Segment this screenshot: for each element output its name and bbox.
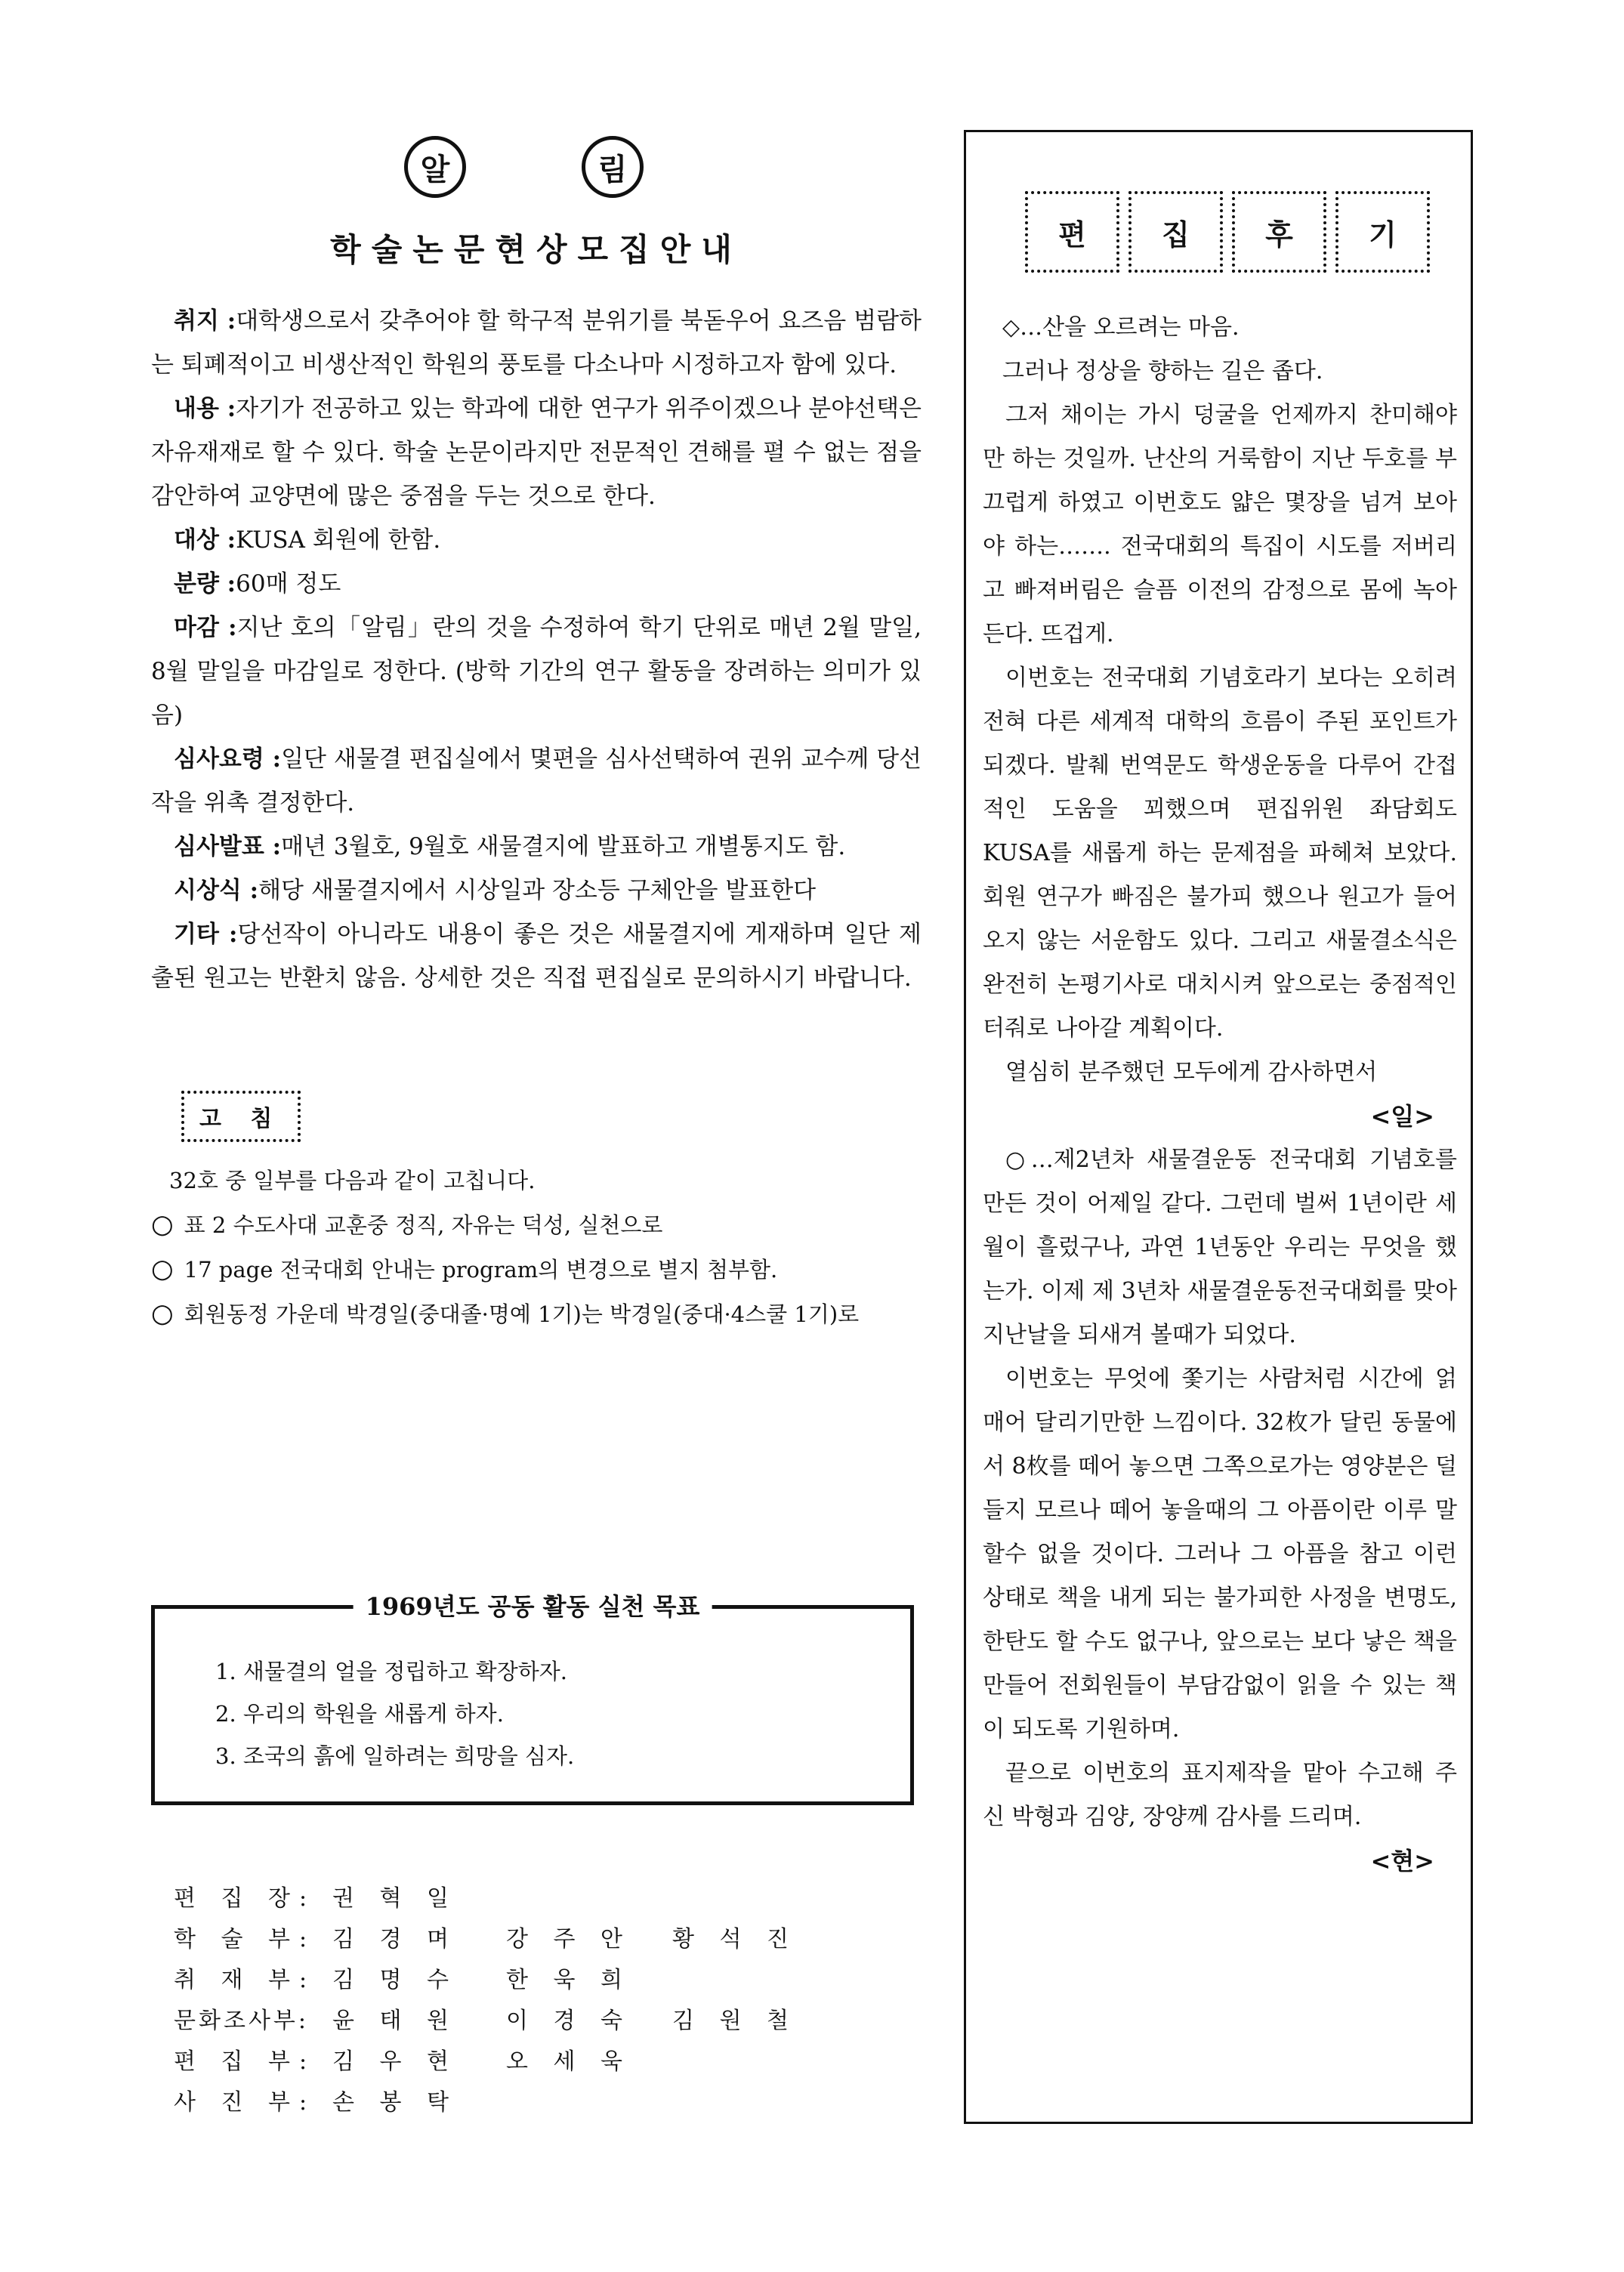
notice-body: [151, 299, 922, 1000]
notice-text: 자기가 전공하고 있는 학과에 대한 연구가 위주이겠으나 분야선택은 자유재재로 할 수 있다. 학술 논문이라지만 전문적인 견해를 펼 수 없는 점을 감안하여 교양면에 많은 중점을 두는 것으로 한다.: [151, 395, 922, 510]
notice-circle-char-1: 알: [404, 136, 466, 198]
notice-text: 일단 새물결 편집실에서 몇편을 심사선택하여 권위 교수께 당선작을 위촉 결정한다.: [151, 746, 922, 816]
correction-text: 17 page 전국대회 안내는 program의 변경으로 별지 첨부함.: [184, 1257, 778, 1283]
notice-label: 기타 :: [174, 921, 238, 948]
editor-note-paragraph: 이번호는 전국대회 기념호라기 보다는 오히려 전혀 다른 세계적 대학의 흐름이 주된 포인트가 되겠다. 발췌 번역문도 학생운동을 다루어 간접적인 도움을 꾀했으며 편집위원 좌담회도 KUSA를 새롭게 하는 문제점을 파헤쳐 보았다. 회원 연구가 빠짐은 불가피 했으나 원고가 들어 오지 않는 서운함도 있다. 그리고 새물결소식은 완전히 논평기사로 대치시켜 앞으로는 중점적인 터줘로 나아갈 계획이다.: [983, 665, 1457, 1042]
staff-row: [174, 2002, 854, 2042]
notice-circle-char-2: 림: [582, 136, 644, 198]
notice-label: 심사발표 :: [174, 833, 282, 860]
goals-list: [215, 1650, 574, 1777]
notice-paragraph: [151, 869, 922, 912]
staff-row: [174, 2083, 854, 2124]
editor-header-cell: 후: [1232, 191, 1326, 273]
staff-name: 윤 태 원: [332, 2008, 458, 2034]
editor-note-paragraph: 그저 채이는 가시 덩굴을 언제까지 찬미해야만 하는 것일까. 난산의 거룩함이 지난 두호를 부끄럽게 하였고 이번호도 얇은 몇장을 넘겨 보아야 하는……. 전국대회의 특집이 시도를 저버리고 빠져버림은 슬픔 이전의 감정으로 몸에 녹아든다. 뜨겁게.: [983, 402, 1457, 647]
staff-name: 오 세 욱: [506, 2048, 632, 2075]
notice-text: 당선작이 아니라도 내용이 좋은 것은 새물결지에 게재하며 일단 제출된 원고는 반환치 않음. 상세한 것은 직접 편집실로 문의하시기 바랍니다.: [151, 921, 922, 992]
editor-header-cell: 편: [1025, 191, 1119, 273]
editor-note-paragraph: ◇…산을 오르려는 마음.: [1002, 314, 1240, 341]
notice-label: 심사요령 :: [174, 746, 282, 773]
notice-paragraph: [151, 912, 922, 1000]
correction-intro: 32호 중 일부를 다음과 같이 고칩니다.: [169, 1168, 536, 1193]
staff-name: 김 원 철: [672, 2008, 798, 2034]
correction-item: [151, 1292, 922, 1336]
circle-bullet-icon: ○: [151, 1209, 174, 1239]
goal-item: 3. 조국의 흙에 일하려는 희망을 심자.: [215, 1743, 575, 1769]
staff-row: [174, 1920, 854, 1961]
staff-row: [174, 1961, 854, 2002]
editor-header-cell: 집: [1128, 191, 1223, 273]
staff-name: 한 욱 희: [506, 1967, 632, 1993]
staff-role: 학 술 부:: [174, 1926, 316, 1952]
notice-text: 해당 새물결지에서 시상일과 장소등 구체안을 발표한다: [258, 877, 817, 904]
notice-text: 지난 호의「알림」란의 것을 수정하여 학기 단위로 매년 2월 말일, 8월 말일을 마감일로 정한다. (방학 기간의 연구 활동을 장려하는 의미가 있음): [151, 614, 922, 729]
editor-signature: <일>: [1370, 1102, 1434, 1131]
notice-text: 대학생으로서 갖추어야 할 학구적 분위기를 북돋우어 요즈음 범람하는 퇴폐적이고 비생산적인 학원의 풍토를 다소나마 시정하고자 함에 있다.: [151, 307, 922, 378]
staff-name: 강 주 안: [506, 1926, 632, 1952]
staff-name: 이 경 숙: [506, 2008, 632, 2034]
editor-note-box: [964, 130, 1473, 2124]
correction-item: [151, 1202, 922, 1247]
goal-item: 1. 새물결의 얼을 정립하고 확장하자.: [215, 1659, 567, 1684]
correction-section: [151, 1091, 922, 1336]
editor-header-cell: 기: [1335, 191, 1430, 273]
notice-label: 대상 :: [174, 526, 236, 554]
staff-name: 황 석 진: [672, 1926, 798, 1952]
editor-note-paragraph: 그러나 정상을 향하는 길은 좁다.: [1002, 358, 1323, 384]
correction-text: 회원동정 가운데 박경일(중대졸·명예 1기)는 박경일(중대·4스쿨 1기)로: [184, 1301, 860, 1327]
notice-paragraph: [151, 825, 922, 869]
staff-role: 편 집 부:: [174, 2048, 316, 2075]
correction-item: [151, 1247, 922, 1292]
staff-role: 취 재 부:: [174, 1967, 316, 1993]
circle-bullet-icon: ○: [151, 1298, 174, 1329]
notice-paragraph: [151, 606, 922, 737]
staff-row: [174, 2042, 854, 2083]
staff-row: [174, 1879, 854, 1920]
editor-note-header: [1025, 191, 1430, 273]
editor-note-paragraph: 끝으로 이번호의 표지제작을 맡아 수고해 주신 박형과 김양, 장양께 감사를 드리며.: [983, 1760, 1457, 1830]
notice-paragraph: [151, 299, 922, 387]
staff-name: 손 봉 탁: [332, 2089, 458, 2116]
notice-label: 시상식 :: [174, 877, 259, 904]
notice-paragraph: [151, 562, 922, 606]
staff-name: 김 경 며: [332, 1926, 458, 1952]
editor-note-body: [983, 306, 1457, 1883]
staff-name: 김 우 현: [332, 2048, 458, 2075]
notice-text: KUSA 회원에 한함.: [236, 526, 441, 554]
notice-label: 취지 :: [174, 307, 236, 335]
notice-label: 내용 :: [174, 395, 236, 422]
notice-label: 마감 :: [174, 614, 237, 641]
notice-text: 60매 정도: [236, 570, 341, 597]
staff-list: [174, 1879, 854, 2124]
notice-text: 매년 3월호, 9월호 새물결지에 발표하고 개별통지도 함.: [281, 833, 846, 860]
staff-role: 편 집 장:: [174, 1885, 316, 1912]
circle-bullet-icon: ○: [151, 1254, 174, 1284]
notice-label: 분량 :: [174, 570, 236, 597]
staff-role: 사 진 부:: [174, 2089, 316, 2116]
editor-note-paragraph: 열심히 분주했던 모두에게 감사하면서: [1005, 1059, 1378, 1085]
notice-header: [151, 136, 922, 204]
editor-note-paragraph: 이번호는 무엇에 쫓기는 사람처럼 시간에 얽매어 달리기만한 느낌이다. 32枚가 달린 동물에서 8枚를 떼어 놓으면 그쪽으로가는 영양분은 덜 들지 모르나 떼어 놓을때의 그 아픔이란 이루 말할수 없을 것이다. 그러나 그 아픔을 참고 이런 상태로 책을 내게 되는 불가피한 사정을 변명도, 한탄도 할 수도 없구나, 앞으로는 보다 낳은 책을 만들어 전회원들이 부담감없이 읽을 수 있는 책이 되도록 기원하며.: [983, 1366, 1457, 1743]
notice-paragraph: [151, 518, 922, 562]
correction-label: 고 침: [181, 1091, 301, 1142]
editor-signature: <현>: [1370, 1847, 1434, 1875]
goals-title: 1969년도 공동 활동 실천 목표: [354, 1588, 712, 1622]
staff-name: 김 명 수: [332, 1967, 458, 1993]
notice-paragraph: [151, 387, 922, 518]
goal-item: 2. 우리의 학원을 새롭게 하자.: [215, 1701, 504, 1727]
notice-section: [151, 136, 922, 1336]
editor-note-paragraph: ○…제2년차 새물결운동 전국대회 기념호를 만든 것이 어제일 같다. 그런데 벌써 1년이란 세월이 흘렀구나, 과연 1년동안 우리는 무엇을 했는가. 이제 제 3년차 새물결운동전국대회를 맞아 지난날을 되새겨 볼때가 되었다.: [983, 1147, 1457, 1348]
correction-text: 표 2 수도사대 교훈중 정직, 자유는 덕성, 실천으로: [184, 1212, 663, 1238]
goals-box: [151, 1592, 914, 1805]
notice-title: 학술논문현상모집안내: [330, 231, 743, 268]
staff-name: 권 혁 일: [332, 1885, 458, 1912]
notice-paragraph: [151, 737, 922, 825]
staff-role: 문화조사부:: [174, 2008, 310, 2034]
